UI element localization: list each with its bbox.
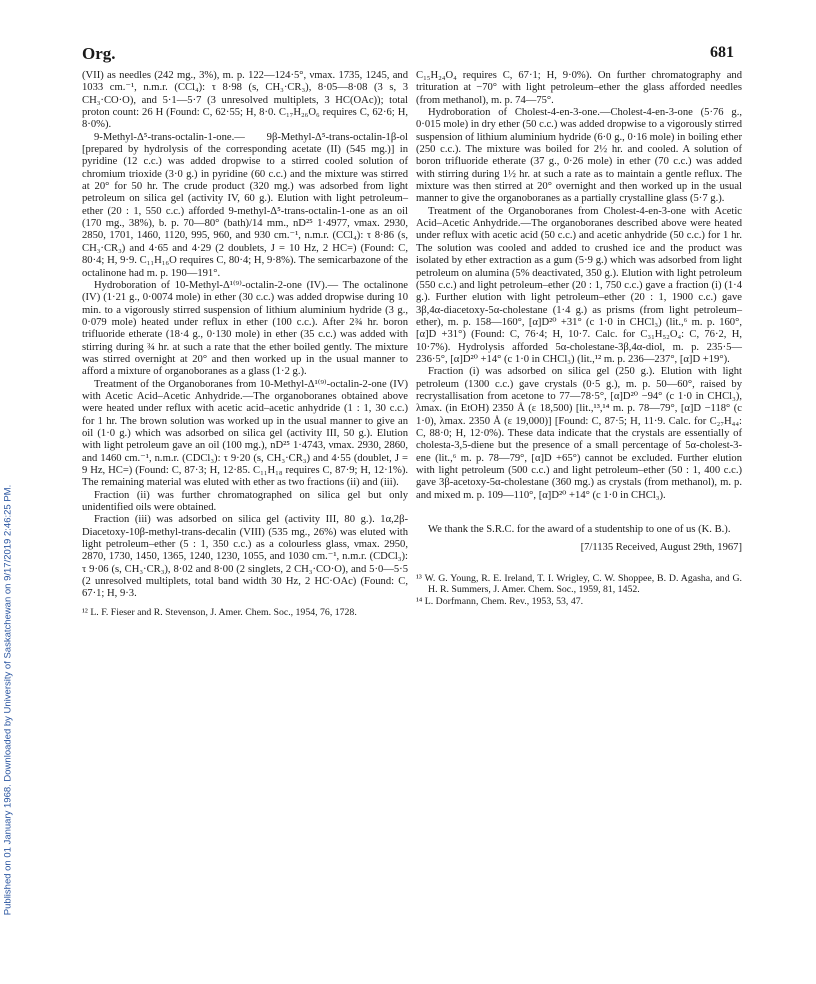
paragraph: 9-Methyl-Δ⁵-trans-octalin-1-one.— 9β-Methyl-Δ⁵-trans-octalin-1β-ol [prepared by hydrolysis of the corresponding acetate (II) (545 mg.)] in pyridine (12 c.c.) was added dropwise to a stirred cooled solution of chromium trioxide (3·0 g.) in pyridine (60 c.c.) and the mixture was stirred at 20° for 50 hr. The crude product (320 mg.) was adsorbed from light petroleum on silica gel (activity IV, 60 g.). Elution with light petroleum–ether (20 : 1, 550 c.c.) afforded 9-methyl-Δ⁵-trans-octalin-1-one as an oil (170 mg., 38%), b. p. 70—80° (bath)/14 mm., nD²⁵ 1·4977, νmax. 2930, 2850, 1701, 1460, 1120, 995, 960, and 930 cm.⁻¹, n.m.r. (CCl₄): τ 8·86 (s, CH₃·CR₃) and 4·65 and 4·29 (2 doublets, J = 10 Hz, 2 HC=) (Found: C, 80·4; H, 9·9. C₁₁H₁₆O requires C, 80·4; H, 9·8%). The semicarbazone of the octalinone had m. p. 190—191°. (82, 131, 408, 279)
paragraph: Hydroboration of Cholest-4-en-3-one.—Cholest-4-en-3-one (5·76 g., 0·015 mole) in dry ether (50 c.c.) was added dropwise to a vigorously stirred suspension of lithium aluminium hydride (6·0 g., 0·16 mole) in boiling ether (250 c.c.). The mixture was boiled for 2½ hr. and cooled. A solution of boron trifluoride etherate (37 g., 0·26 mole) in ether (70 c.c.) was added with stirring during 1½ hr. at such a rate as to maintain a gentle reflux. The mixture was then stirred at 20° overnight and then worked up in the usual manner to give the organoboranes as a partially crystalline glass (5·7 g.). (416, 107, 742, 205)
paragraph: Hydroboration of 10-Methyl-Δ¹⁽⁹⁾-octalin-2-one (IV).— The octalinone (IV) (1·21 g., 0·0074 mole) in ether (30 c.c.) was added dropwise during 10 min. to a vigorously stirred suspension of lithium aluminium hydride (3 g., 0·079 mole) heated under reflux in ether (100 c.c.). After 2¾ hr. boron trifluoride etherate (18·4 g., 0·130 mole) in ether (35 c.c.) was added with stirring during ¾ hr. at such a rate that the ether boiled gently. The mixture was stirred overnight at 20° and then worked up in the usual manner to afford a mixture of organoboranes as a glass (1·2 g.). (82, 279, 408, 378)
page-number: 681 (710, 44, 734, 61)
page-header (82, 44, 734, 68)
paragraph: Fraction (i) was adsorbed on silica gel (250 g.). Elution with light petroleum (1300 c.c.) gave crystals (0·5 g.), m. p. 50—60°, raised by recrystallisation from acetone to 77—78·5°, [α]D²⁰ −94° (c 1·0 in CHCl₃), λmax. (in EtOH) 2350 Å (ε 18,500) [lit.,¹³,¹⁴ m. p. 78—79°, [α]D −118° (c 1·0), λmax. 2350 Å (ε 19,000)] [Found: C, 87·5; H, 11·9. Calc. for C₂₇H₄₄: C, 88·0; H, 12·0%). These data indicate that the crystals are essentially of cholesta-3,5-diene but the presence of a small percentage of 5α-cholest-3-ene (lit.,⁶ m. p. 78—79°, [α]D +65°) cannot be excluded. Further elution with light petroleum (500 c.c.) and light petroleum–ether (50 : 1, 400 c.c.) gave 3β-acetoxy-5α-cholestane (360 mg.) as crystals (from methanol), m. p. and mixed m. p. 109—110°, [α]D²⁰ +14° (c 1·0 in CHCl₃). (416, 366, 742, 501)
paragraph: (VII) as needles (242 mg., 3%), m. p. 122—124·5°, νmax. 1735, 1245, and 1033 cm.⁻¹, n.m.r. (CCl₄): τ 8·98 (s, CH₃·CR₃), 8·05—8·08 (3 s, 3 CH₃·CO·O), and 5·1—5·7 (3 unresolved multiplets, 3 HC(OAc)); total proton count: 26 H (Found: C, 62·55; H, 8·0. C₁₇H₂₆O₆ requires C, 62·6; H, 8·0%). (82, 70, 408, 131)
paragraph: C₁₅H₂₄O₄ requires C, 67·1; H, 9·0%). On further chromatography and trituration at −70° with light petroleum–ether the glass afforded needles (from methanol), m. p. 74—75°. (416, 70, 742, 106)
received-date: [7/1135 Received, August 29th, 1967] (580, 542, 742, 554)
paragraph: Treatment of the Organoboranes from 10-Methyl-Δ¹⁽⁹⁾-octalin-2-one (IV) with Acetic Acid–Acetic Anhydride.—The organoboranes obtained above were heated under reflux with acetic acid–acetic anhydride (1 : 1, 30 c.c.) for 1 hr. The brown solution was worked up in the usual manner to give an oil (1·0 g.) which was adsorbed on silica gel (activity III, 50 g.). Elution with light petroleum gave an oil (100 mg.), nD²⁵ 1·4743, νmax. 2930, 2860, and 1460 cm.⁻¹, n.m.r. (CDCl₃): τ 9·20 (s, CH₃·CR₃) and 4·55 (doublet, J = 9 Hz, HC=) (Found: C, 87·3; H, 12·85. C₁₁H₁₈ requires C, 87·9; H, 12·1%). The remaining material was eluted with ether as two fractions (ii) and (iii). (82, 378, 408, 489)
footnote: ¹³ W. G. Young, R. E. Ireland, T. I. Wrigley, C. W. Shoppee, B. D. Agasha, and G. H. R. Summers, J. Amer. Chem. Soc., 1959, 81, 1452. (416, 572, 742, 596)
footnote: ¹⁴ L. Dorfmann, Chem. Rev., 1953, 53, 47. (416, 595, 584, 607)
paragraph: Fraction (iii) was adsorbed on silica gel (activity III, 80 g.). 1α,2β-Diacetoxy-10β-methyl-trans-decalin (VIII) (535 mg., 26%) was eluted with light petroleum–ether (5 : 1, 350 c.c.) as a colourless glass, νmax. 2950, 2870, 1730, 1450, 1365, 1240, 1230, 1055, and 1030 cm.⁻¹, n.m.r. (CDCl₃): τ 9·06 (s, CH₃·CR₃), 8·02 and 8·00 (2 singlets, 2 CH₃·CO·O), and 5·0—5·5 (2 unresolved multiplets, total band width 30 Hz, 2 HC·OAc) (Found: C, 67·1; H, 9·3. (82, 514, 408, 600)
paragraph: Treatment of the Organoboranes from Cholest-4-en-3-one with Acetic Acid–Acetic Anhydride.—The organoboranes described above were heated under reflux with acetic acid (50 c.c.) and acetic anhydride (50 c.c.) for 1 hr. The solution was cooled and added to crushed ice and the product was isolated by ether extraction as a gum (5·9 g.) which was adsorbed from light petroleum on alumina (5% deactivated, 350 g.). Elution with light petroleum (550 c.c.) and light petroleum–ether (20 : 1, 750 c.c.) gave a fraction (i) (1·4 g.). Further elution with light petroleum–ether (20 : 1, 1900 c.c.) gave 3β,4α-diacetoxy-5α-cholestane (1·4 g.) as prisms (from light petroleum–ether), m. p. 158—160°, [α]D²⁰ +31° (c 1·0 in CHCl₃) (lit.,⁶ m. p. 160°, [α]D +31°) (Found: C, 76·4; H, 10·7. Calc. for C₃₁H₅₂O₄: C, 76·2, H, 10·7%). Hydrolysis afforded 5α-cholestane-3β,4α-diol, m. p. 235·5—236·5°, [α]D²⁰ +14° (c 1·0 in CHCl₃) (lit.,¹² m. p. 236—237°, [α]D +19°). (416, 205, 742, 365)
right-column (416, 70, 742, 608)
provenance-stamp (2, 80, 12, 984)
acknowledgement: We thank the S.R.C. for the award of a studentship to one of us (K. B.). (428, 524, 731, 536)
left-column (82, 70, 408, 618)
journal-section: Org. (82, 44, 116, 63)
provenance-stamp-text: Published on 01 January 1968. Downloaded by University of Saskatchewan on 9/17/2019 2:46:25 PM. (2, 484, 14, 916)
footnote: ¹² L. F. Fieser and R. Stevenson, J. Amer. Chem. Soc., 1954, 76, 1728. (82, 606, 357, 618)
paragraph: Fraction (ii) was further chromatographed on silica gel but only unidentified oils were obtained. (82, 489, 408, 514)
